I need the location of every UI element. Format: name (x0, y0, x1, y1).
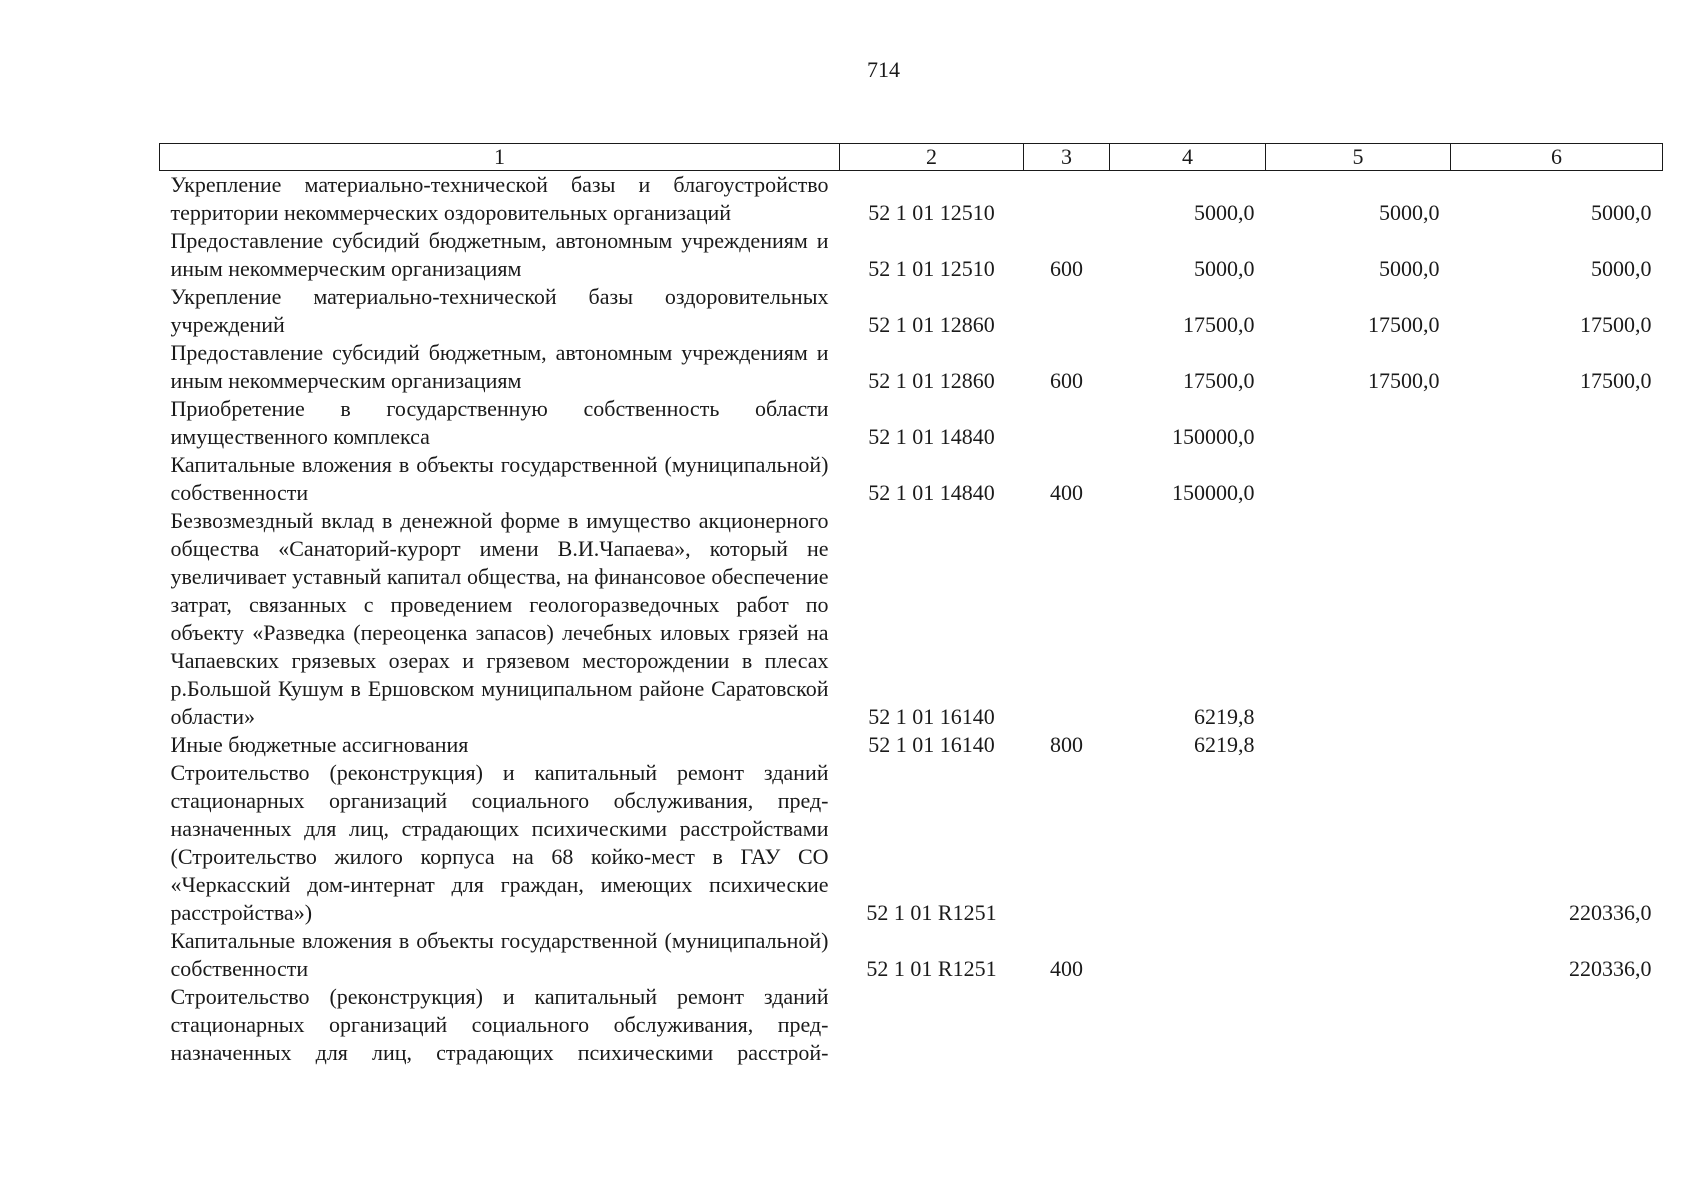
row-expense-type: 600 (1050, 256, 1083, 281)
row-value-6 (1451, 731, 1663, 759)
row-value-5 (1266, 451, 1451, 507)
row-value-5 (1266, 927, 1451, 983)
row-value-6 (1451, 983, 1663, 1067)
row-value-6: 220336,0 (1569, 956, 1652, 981)
row-expense-type (1024, 171, 1110, 228)
row-code (840, 983, 1024, 1067)
row-value-5: 17500,0 (1368, 312, 1440, 337)
row-value-5 (1266, 395, 1451, 451)
row-code: 52 1 01 14840 (868, 480, 995, 505)
row-expense-type (1024, 983, 1110, 1067)
row-value-4 (1110, 927, 1266, 983)
row-name: Предоставление субсидий бюджетным, автономным учреждениям и иным некоммерческим организациям (170, 340, 829, 393)
table-row (160, 507, 1663, 731)
row-expense-type: 800 (1050, 732, 1083, 757)
row-value-5: 5000,0 (1379, 200, 1440, 225)
row-name: Укрепление материально-технической базы оздоровительных учреждений (170, 284, 829, 337)
column-header-4: 4 (1110, 144, 1266, 171)
row-value-6: 220336,0 (1569, 900, 1652, 925)
row-value-5: 5000,0 (1379, 256, 1440, 281)
row-value-6 (1451, 451, 1663, 507)
row-code: 52 1 01 12510 (868, 256, 995, 281)
row-expense-type (1024, 283, 1110, 339)
row-code: 52 1 01 12860 (868, 312, 995, 337)
table-row (160, 171, 1663, 228)
column-header-5: 5 (1266, 144, 1451, 171)
column-header-6: 6 (1451, 144, 1663, 171)
row-value-4: 17500,0 (1183, 368, 1255, 393)
column-header-3: 3 (1024, 144, 1110, 171)
page-number: 714 (867, 57, 900, 82)
row-value-6: 17500,0 (1580, 368, 1652, 393)
table-row (160, 731, 1663, 759)
row-code: 52 1 01 R1251 (866, 900, 997, 925)
row-expense-type (1024, 395, 1110, 451)
row-code: 52 1 01 16140 (868, 732, 995, 757)
row-value-5 (1266, 507, 1451, 731)
row-expense-type: 400 (1050, 956, 1083, 981)
row-name: Предоставление субсидий бюджетным, автономным учреждениям и иным некоммерческим организациям (170, 228, 829, 281)
table-body (160, 171, 1663, 1068)
row-name: Укрепление материально-технической базы и благоустройство территории некоммерческих оздоровительных организаций (170, 172, 829, 225)
table-row (160, 283, 1663, 339)
table-row (160, 395, 1663, 451)
row-code: 52 1 01 R1251 (866, 956, 997, 981)
table-row (160, 451, 1663, 507)
table-row (160, 927, 1663, 983)
row-value-4: 5000,0 (1194, 200, 1255, 225)
table-row (160, 983, 1663, 1067)
header-row (160, 144, 1663, 171)
row-expense-type (1024, 759, 1110, 927)
row-value-6 (1451, 507, 1663, 731)
row-name: Капитальные вложения в объекты государственной (муниципальной) собственности (170, 452, 829, 505)
column-header-2: 2 (840, 144, 1024, 171)
row-name: Строительство (реконструкция) и капитальный ремонт зданий стационарных организаций социального обслуживания, предназначенных для лиц, страдающих психическими расстрой- (170, 984, 829, 1065)
row-value-4: 5000,0 (1194, 256, 1255, 281)
row-code: 52 1 01 14840 (868, 424, 995, 449)
table-row (160, 759, 1663, 927)
row-code: 52 1 01 12510 (868, 200, 995, 225)
row-name: Иные бюджетные ассигнования (170, 732, 469, 757)
row-code: 52 1 01 12860 (868, 368, 995, 393)
row-name: Капитальные вложения в объекты государственной (муниципальной) собственности (170, 928, 829, 981)
row-value-5 (1266, 983, 1451, 1067)
row-expense-type: 400 (1050, 480, 1083, 505)
row-name: Строительство (реконструкция) и капитальный ремонт зданий стационарных организаций социального обслуживания, предназначенных для лиц, страдающих психическими расстройствами (Строительство жилого корпуса на 68 койко-мест в ГАУ СО «Черкасский дом-интернат для граждан, имеющих психические расстройства») (170, 760, 829, 925)
table-row (160, 227, 1663, 283)
row-value-6 (1451, 395, 1663, 451)
budget-table (159, 143, 1663, 1067)
row-value-6: 5000,0 (1591, 200, 1652, 225)
row-value-6: 5000,0 (1591, 256, 1652, 281)
row-value-5 (1266, 759, 1451, 927)
row-value-4: 150000,0 (1172, 424, 1255, 449)
column-header-1: 1 (160, 144, 840, 171)
row-value-4: 6219,8 (1194, 732, 1255, 757)
row-value-5: 17500,0 (1368, 368, 1440, 393)
row-value-4 (1110, 983, 1266, 1067)
table-row (160, 339, 1663, 395)
row-expense-type: 600 (1050, 368, 1083, 393)
row-value-4: 17500,0 (1183, 312, 1255, 337)
row-name: Безвозмездный вклад в денежной форме в имущество акционерного общества «Санаторий-курорт имени В.И.Чапаева», который не увеличивает уставный капитал общества, на финансовое обеспечение затрат, связанных с проведением геологоразведочных работ по объекту «Разведка (переоценка запасов) лечебных иловых грязей на Чапаевских грязевых озерах и грязевом месторождении в плесах р.Большой Кушум в Ершовском муниципальном районе Саратовской области» (170, 508, 829, 729)
row-expense-type (1024, 507, 1110, 731)
row-value-4: 6219,8 (1194, 704, 1255, 729)
row-value-4: 150000,0 (1172, 480, 1255, 505)
row-value-6: 17500,0 (1580, 312, 1652, 337)
row-code: 52 1 01 16140 (868, 704, 995, 729)
row-value-5 (1266, 731, 1451, 759)
row-name: Приобретение в государственную собственность области имущественного комплекса (170, 396, 829, 449)
row-value-4 (1110, 759, 1266, 927)
table-header (160, 144, 1663, 171)
